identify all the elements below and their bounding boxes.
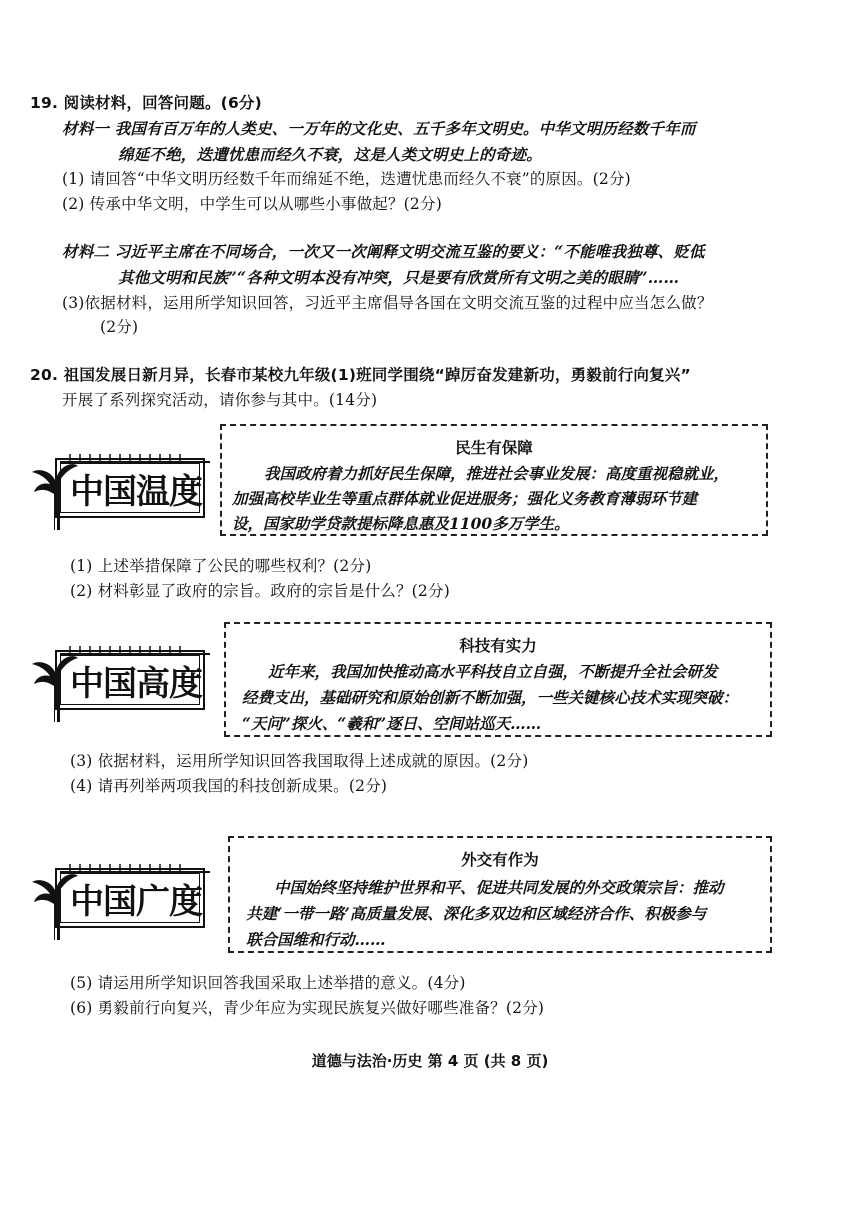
badge-label: 中国高度 xyxy=(70,664,202,704)
q19-sub3-line2: (2分) xyxy=(100,318,139,336)
q20-sub1: (1) 上述举措保障了公民的哪些权利？(2分) xyxy=(70,557,372,575)
q20-sub5: (5) 请运用所学知识回答我国采取上述举措的意义。(4分) xyxy=(70,974,466,992)
panel-line: 经费支出，基础研究和原始创新不断加强，一些关键核心技术实现突破： xyxy=(242,688,739,707)
q20-sub3: (3) 依据材料，运用所学知识回答我国取得上述成就的原因。(2分) xyxy=(70,752,529,770)
panel-line: 共建‘一带一路’高质量发展、深化多双边和区域经济合作、积极参与 xyxy=(246,904,707,923)
badge-label: 中国广度 xyxy=(70,882,202,922)
panel-title: 科技有实力 xyxy=(459,636,537,655)
q19-material1-line1: 材料一 我国有百万年的人类史、一万年的文化史、五千多年文明史。中华文明历经数千年而 xyxy=(62,119,696,138)
badge-label: 中国温度 xyxy=(70,472,202,512)
panel-line: 加强高校毕业生等重点群体就业促进服务；强化义务教育薄弱环节建 xyxy=(232,489,698,508)
q20-header-line2: 开展了系列探究活动，请你参与其中。(14分) xyxy=(62,391,378,409)
q19-material2-line1: 材料二 习近平主席在不同场合，一次又一次阐释文明交流互鉴的要义：“不能唯我独尊、贬低 xyxy=(62,242,705,261)
panel-livelihood xyxy=(220,424,768,536)
q19-material2-line2: 其他文明和民族”“各种文明本没有冲突，只是要有欣赏所有文明之美的眼睛”…… xyxy=(118,268,680,287)
q19-material1-line2: 绵延不绝，迭遭忧患而经久不衰，这是人类文明史上的奇迹。 xyxy=(118,145,542,164)
q20-sub4: (4) 请再列举两项我国的科技创新成果。(2分) xyxy=(70,777,388,795)
panel-line: 设，国家助学贷款提标降息惠及1100多万学生。 xyxy=(232,514,570,533)
panel-title: 民生有保障 xyxy=(455,438,533,457)
panel-line: “天问”探火、“羲和”逐日、空间站巡天…… xyxy=(242,714,542,733)
q19-sub1: (1) 请回答“中华文明历经数千年而绵延不绝，迭遭忧患而经久不衰”的原因。(2分) xyxy=(62,170,631,188)
q20-sub2: (2) 材料彰显了政府的宗旨。政府的宗旨是什么？(2分) xyxy=(70,582,450,600)
q19-header: 19. 阅读材料，回答问题。(6分) xyxy=(30,94,262,112)
panel-line: 联合国维和行动…… xyxy=(246,930,386,949)
q19-sub3-line1: (3)依据材料，运用所学知识回答，习近平主席倡导各国在文明交流互鉴的过程中应当怎么做？ xyxy=(62,294,713,312)
panel-title: 外交有作为 xyxy=(461,850,539,869)
q20-header-line1: 20. 祖国发展日新月异，长春市某校九年级(1)班同学围绕“踔厉奋发建新功，勇毅前行向复兴” xyxy=(30,366,691,384)
panel-diplomacy xyxy=(228,836,772,953)
q20-sub6: (6) 勇毅前行向复兴，青少年应为实现民族复兴做好哪些准备？(2分) xyxy=(70,999,545,1017)
panel-line: 我国政府着力抓好民生保障，推进社会事业发展：高度重视稳就业， xyxy=(264,464,730,483)
panel-line: 中国始终坚持维护世界和平、促进共同发展的外交政策宗旨：推动 xyxy=(274,878,724,897)
panel-technology xyxy=(224,622,772,737)
panel-line: 近年来，我国加快推动高水平科技自立自强，不断提升全社会研发 xyxy=(268,662,718,681)
page-footer: 道德与法治·历史 第 4 页 (共 8 页) xyxy=(311,1052,549,1070)
q19-sub2: (2) 传承中华文明，中学生可以从哪些小事做起？(2分) xyxy=(62,195,442,213)
